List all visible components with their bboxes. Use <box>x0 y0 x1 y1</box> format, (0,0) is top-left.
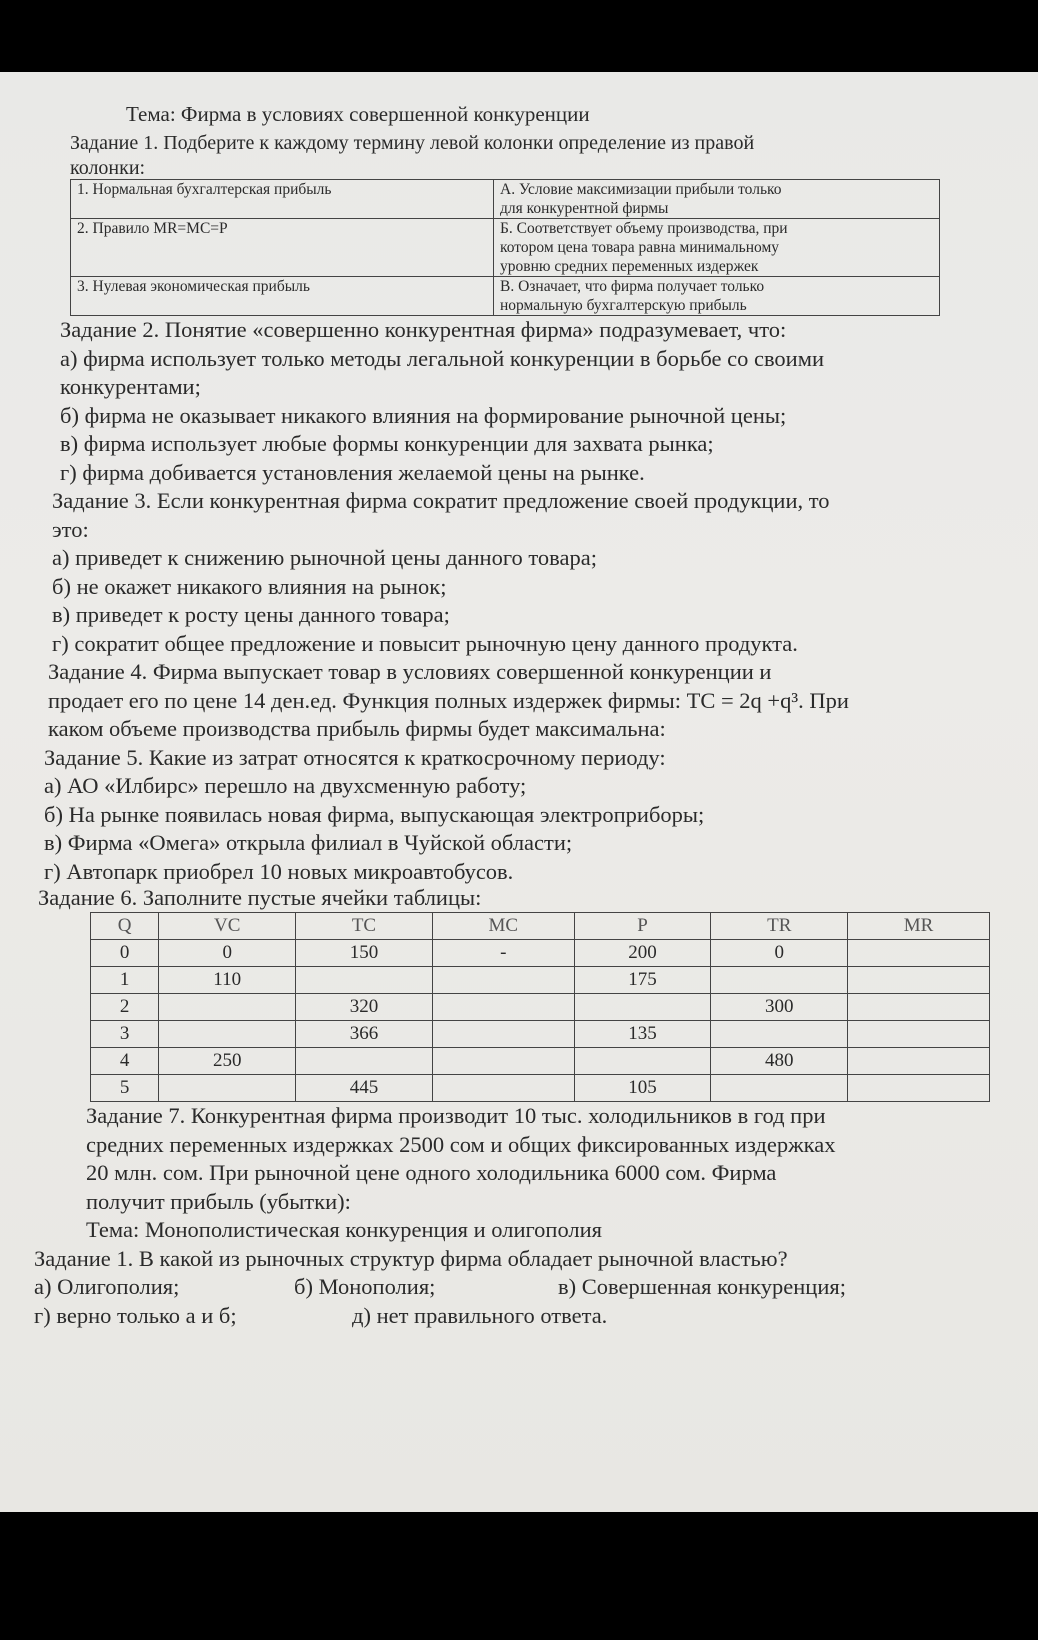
table-row <box>91 1048 990 1075</box>
table-cell <box>848 967 990 994</box>
table-cell: 320 <box>296 994 433 1021</box>
table-cell <box>432 967 574 994</box>
task4-text: Задание 4. Фирма выпускает товар в условиях совершенной конкуренции и <box>48 659 772 684</box>
table-cell <box>574 1048 711 1075</box>
table-cell <box>711 1075 848 1102</box>
table-cell: 250 <box>159 1048 296 1075</box>
task5-text: Задание 5. Какие из затрат относятся к краткосрочному периоду: <box>44 744 666 770</box>
table-row <box>71 180 940 219</box>
definition-line: котором цена товара равна минимальному <box>500 239 780 256</box>
table-cell: 0 <box>159 940 296 967</box>
task1-text: колонки: <box>70 157 146 179</box>
task5-option: б) На рынке появилась новая фирма, выпускающая электроприборы; <box>44 801 705 827</box>
table-cell: 3 <box>91 1021 159 1048</box>
table-row <box>91 994 990 1021</box>
task2-option: в) фирма использует любые формы конкуренции для захвата рынка; <box>60 431 714 456</box>
task2-block <box>34 316 994 487</box>
table-cell <box>159 1021 296 1048</box>
definition-line: для конкурентной фирмы <box>500 200 669 217</box>
table-cell <box>159 994 296 1021</box>
table-cell: 2 <box>91 994 159 1021</box>
header-tr: TR <box>711 913 848 940</box>
option-e: д) нет правильного ответа. <box>352 1302 608 1328</box>
table-cell: 150 <box>296 940 433 967</box>
task5-option: в) Фирма «Омега» открыла филиал в Чуйской области; <box>44 830 573 855</box>
cost-table <box>90 912 990 1102</box>
option-c: в) Совершенная конкуренция; <box>558 1274 846 1299</box>
table-cell: 200 <box>574 940 711 967</box>
task6-title: Задание 6. Заполните пустые ячейки таблицы: <box>38 885 482 910</box>
header-mr: MR <box>848 913 990 940</box>
table-cell: - <box>432 940 574 967</box>
definition-line: А. Условие максимизации прибыли только <box>500 181 782 198</box>
table-row <box>71 277 940 316</box>
table-row <box>71 219 940 277</box>
table-cell <box>432 1021 574 1048</box>
table-cell <box>711 967 848 994</box>
definition-line: нормальную бухгалтерскую прибыль <box>500 297 747 314</box>
task7-text: получит прибыль (убытки): <box>86 1188 351 1214</box>
table-cell <box>848 1075 990 1102</box>
table-row <box>91 1021 990 1048</box>
header-vc: VC <box>159 913 296 940</box>
task7-text: 20 млн. сом. При рыночной цене одного холодильника 6000 сом. Фирма <box>86 1160 777 1185</box>
table-cell: 445 <box>296 1075 433 1102</box>
table-header-row <box>91 913 990 940</box>
table-row <box>91 940 990 967</box>
header-tc: TC <box>296 913 433 940</box>
table-cell: 4 <box>91 1048 159 1075</box>
table-cell <box>432 994 574 1021</box>
definition-cell <box>494 180 940 219</box>
table-cell <box>848 1048 990 1075</box>
table-cell: 0 <box>711 940 848 967</box>
option-a: а) Олигополия; <box>34 1274 180 1299</box>
options-row <box>34 1273 994 1302</box>
worksheet-page <box>34 100 994 1330</box>
task3-block <box>34 487 994 658</box>
task2-option: а) фирма использует только методы легальной конкуренции в борьбе со своими <box>60 345 825 371</box>
table-cell: 105 <box>574 1075 711 1102</box>
table-cell <box>848 940 990 967</box>
table-cell <box>296 1048 433 1075</box>
task2-option: конкурентами; <box>60 374 201 399</box>
task5-option: а) АО «Илбирс» перешло на двухсменную работу; <box>44 773 527 798</box>
definition-line: уровню средних переменных издержек <box>500 258 759 275</box>
table-cell: 1 <box>91 967 159 994</box>
table-row <box>91 1075 990 1102</box>
table-cell <box>848 994 990 1021</box>
definition-line: Б. Соответствует объему производства, при <box>500 220 788 237</box>
task4-text: каком объеме производства прибыль фирмы будет максимальна: <box>48 716 666 741</box>
task3-text: Задание 3. Если конкурентная фирма сократит предложение своей продукции, то <box>52 488 830 513</box>
term-cell: 1. Нормальная бухгалтерская прибыль <box>71 180 494 219</box>
table-cell <box>848 1021 990 1048</box>
table-cell: 0 <box>91 940 159 967</box>
option-b: б) Монополия; <box>294 1274 436 1299</box>
definition-cell <box>494 277 940 316</box>
table-cell <box>432 1075 574 1102</box>
document-photo <box>0 72 1038 1512</box>
table-cell: 110 <box>159 967 296 994</box>
topic-title: Тема: Фирма в условиях совершенной конкуренции <box>126 102 590 126</box>
task7-text: Задание 7. Конкурентная фирма производит 10 тыс. холодильников в год при <box>86 1103 826 1128</box>
definition-line: В. Означает, что фирма получает только <box>500 278 765 295</box>
table-cell <box>574 994 711 1021</box>
table-cell: 5 <box>91 1075 159 1102</box>
header-mc: MC <box>432 913 574 940</box>
task4-text: продает его по цене 14 ден.ед. Функция полных издержек фирмы: TC = 2q +q³. При <box>48 687 849 713</box>
table-cell: 300 <box>711 994 848 1021</box>
task3-option: а) приведет к снижению рыночной цены данного товара; <box>52 545 597 570</box>
task2-option: б) фирма не оказывает никакого влияния на формирование рыночной цены; <box>60 402 787 428</box>
topic2-title: Тема: Монополистическая конкуренция и олигополия <box>86 1217 603 1242</box>
task3-option: в) приведет к росту цены данного товара; <box>52 602 450 627</box>
task5-option: г) Автопарк приобрел 10 новых микроавтобусов. <box>44 858 514 884</box>
header-p: P <box>574 913 711 940</box>
term-cell: 3. Нулевая экономическая прибыль <box>71 277 494 316</box>
task4-block <box>34 658 994 744</box>
table-cell: 175 <box>574 967 711 994</box>
table-cell: 480 <box>711 1048 848 1075</box>
table-cell: 135 <box>574 1021 711 1048</box>
options-row <box>34 1302 994 1331</box>
table-cell <box>296 967 433 994</box>
task7-block <box>34 1102 994 1216</box>
table-row <box>91 967 990 994</box>
term-cell: 2. Правило MR=MC=P <box>71 219 494 277</box>
task5-block <box>34 744 994 887</box>
task1-text: Задание 1. Подберите к каждому термину левой колонки определение из правой <box>70 131 755 154</box>
task7-text: средних переменных издержках 2500 сом и общих фиксированных издержках <box>86 1131 836 1157</box>
definition-cell <box>494 219 940 277</box>
table-cell: 366 <box>296 1021 433 1048</box>
task3-option: г) сократит общее предложение и повысит рыночную цену данного продукта. <box>52 630 798 656</box>
monopoly-question: Задание 1. В какой из рыночных структур фирма обладает рыночной властью? <box>34 1245 788 1271</box>
table-cell <box>159 1075 296 1102</box>
task2-option: г) фирма добивается установления желаемой цены на рынке. <box>60 459 645 485</box>
task2-text: Задание 2. Понятие «совершенно конкурентная фирма» подразумевает, что: <box>60 317 787 342</box>
table-cell <box>432 1048 574 1075</box>
monopoly-task-block <box>34 1245 994 1331</box>
matching-table <box>70 179 940 316</box>
task3-option: б) не окажет никакого влияния на рынок; <box>52 573 447 599</box>
task3-text: это: <box>52 516 89 542</box>
option-d: г) верно только а и б; <box>34 1302 237 1328</box>
header-q: Q <box>91 913 159 940</box>
table-cell <box>711 1021 848 1048</box>
